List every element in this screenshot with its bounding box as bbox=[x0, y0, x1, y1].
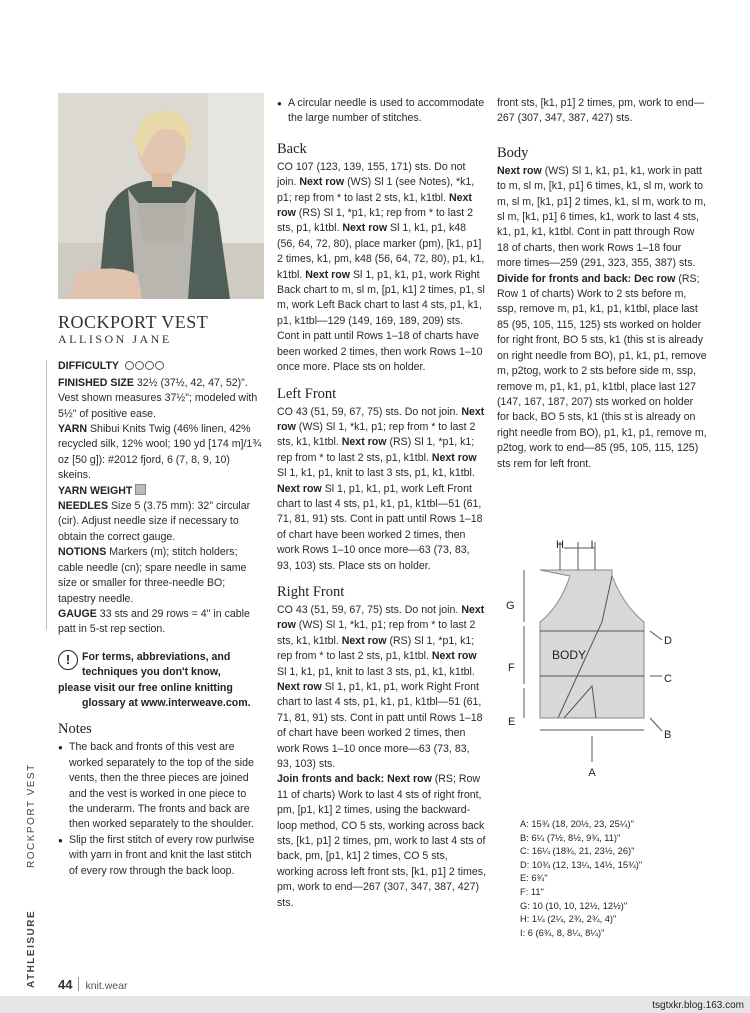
right-front-heading: Right Front bbox=[277, 583, 345, 600]
terms-line1: For terms, abbreviations, and bbox=[82, 650, 231, 663]
finished-size bbox=[58, 376, 263, 422]
yarn-weight-icon bbox=[135, 484, 146, 495]
note-text: A circular needle is used to accommodate the large number of stitches. bbox=[288, 97, 485, 125]
back-heading: Back bbox=[277, 140, 307, 157]
dim-g-label: G bbox=[506, 600, 515, 612]
difficulty-label: DIFFICULTY bbox=[58, 360, 120, 373]
sidebar-label-section: ATHLEISURE bbox=[26, 909, 37, 988]
dim-c-label: C bbox=[664, 673, 672, 685]
designer-name: ALLISON JANE bbox=[58, 332, 172, 346]
measure-h: H: 1¼ (2¼, 2¾, 2¾, 4)" bbox=[520, 914, 617, 925]
yarn bbox=[58, 422, 263, 484]
notions bbox=[58, 545, 263, 607]
dim-f-label: F bbox=[508, 662, 515, 674]
finished-size-text: 32½ (37½, 42, 47, 52)". Vest shown measures 37½"; modeled with 5½" of positive ease. bbox=[58, 376, 258, 420]
continued-text: front sts, [k1, p1] 2 times, pm, work to end—267 (307, 347, 387, 427) sts. bbox=[497, 97, 705, 125]
note-item bbox=[58, 740, 263, 832]
pattern-title: ROCKPORT VEST bbox=[58, 312, 209, 332]
info-exclamation-icon: ! bbox=[58, 650, 78, 670]
footer-divider bbox=[78, 977, 79, 991]
difficulty-rating-icon bbox=[125, 360, 165, 375]
dim-b-label: B bbox=[664, 729, 672, 741]
terms-callout bbox=[58, 650, 263, 712]
gauge-text: 33 sts and 29 rows = 4" in cable patt in 5-st rep section. bbox=[58, 607, 250, 636]
measure-a: A: 15¾ (18, 20½, 23, 25¼)" bbox=[520, 819, 634, 829]
measure-c: C: 16¼ (18¾, 21, 23½, 26)" bbox=[520, 846, 635, 857]
measure-f: F: 11" bbox=[520, 886, 544, 897]
dim-e-label: E bbox=[508, 716, 516, 728]
difficulty-row bbox=[58, 359, 263, 375]
left-front-heading: Left Front bbox=[277, 385, 337, 402]
yarn-text: Shibui Knits Twig (46% linen, 42% recycled silk, 12% wool; 190 yd [174 m]/1¾ oz [50 g]): #2012 fjord, 6 (7, 8, 9, 10) skeins. bbox=[58, 423, 262, 482]
measure-g: G: 10 (10, 10, 12½, 12½)" bbox=[520, 900, 628, 911]
dim-a-label: A bbox=[588, 767, 596, 779]
column-middle bbox=[277, 96, 487, 909]
column-left bbox=[58, 312, 263, 879]
notes-heading: Notes bbox=[58, 721, 92, 738]
dim-h-label: H bbox=[556, 539, 564, 551]
note-text: The back and fronts of this vest are worked separately to the top of the side vents, then the three pieces are joined and the vest is worked in one piece to the underarm. The fronts and back are then worked separately to the shoulder. bbox=[69, 741, 254, 831]
back-instructions: CO 107 (123, 139, 155, 171) sts. Do not join. Next row (WS) Sl 1 (see Notes), *k1, p1; rep from * to last 2 sts, k1, k1tbl. Next row (RS) Sl 1, *p1, k1; rep from * to last 2 sts, p1, k1tbl. Next row Sl 1, k1, p1, k48 (56, 64, 72, 80), place marker (pm), [k1, p1] 2 times, k1, pm, k48 (56, 64, 72, 80), p1, k1, k1tbl. Next row Sl 1, p1, k1, p1, work Right Back chart to m, sl m, [p1, k1] 2 times, p1, sl m, work Left Back chart to last 4 sts, p1, k1, p1, k1tbl—129 (149, 169, 189, 209) sts. Cont in patt until Rows 1–18 of charts have been worked 2 times, then work Rows 1–10 once more. Place sts on holder. bbox=[277, 160, 485, 374]
measure-d: D: 10¾ (12, 13¼, 14½, 15¾)" bbox=[520, 859, 643, 870]
finished-size-label: FINISHED SIZE bbox=[58, 376, 134, 389]
watermark: tsgtxkr.blog.163.com bbox=[652, 1000, 744, 1011]
divide-instructions: Divide for fronts and back: Dec row (RS; Row 1 of charts) Work to 2 sts before m, ssp, remove m, p1, k1, p1, k1tbl, place last 85 (95, 105, 115, 125) sts worked on holder for right front, BO 5 sts, k1 (this st is already on right needle from BO), p1, k1, p1, remove m, p2tog, work to 2 sts before side m, ssp, remove m, p1, k1, p1, k1tbl, place last 127 (147, 167, 187, 207) sts worked on holder for back, BO 5 sts, k1 (this st is already on right needle from BO), p1, k1, p1, remove m, p2tog, work to end—85 (95, 105, 115, 125) sts rem for left front. bbox=[497, 272, 707, 470]
measure-i: I: 6 (6¾, 8, 8¼, 8¼)" bbox=[520, 927, 605, 938]
dim-d-label: D bbox=[664, 635, 672, 647]
gauge bbox=[58, 607, 263, 638]
bullet-icon: ● bbox=[58, 835, 63, 845]
needles-text: Size 5 (3.75 mm): 32" circular (cir). Adjust needle size if necessary to obtain the correct gauge. bbox=[58, 500, 251, 543]
measurements-list bbox=[520, 818, 642, 940]
body-heading: Body bbox=[497, 144, 529, 161]
yarn-weight bbox=[58, 484, 263, 499]
bullet-icon: ● bbox=[58, 743, 63, 753]
body-instructions: Next row (WS) Sl 1, k1, p1, k1, work in patt to m, sl m, [k1, p1] 6 times, k1, sl m, work to m, sl m, [k1, p1] 2 times, k1, sl m, work to m, sl m, [k1, p1] 6 times, k1, work to last 4 sts, k1, p1, k1, k1tbl. Cont in patt through Row 18 of charts, then work Rows 1–18 four more times—259 (291, 323, 355, 387) sts. bbox=[497, 164, 706, 270]
yarn-label: YARN bbox=[58, 423, 88, 436]
bottom-bar bbox=[0, 996, 750, 1013]
magazine-name: knit.wear bbox=[85, 980, 128, 992]
measure-e: E: 6¾" bbox=[520, 873, 548, 884]
measure-b: B: 6¼ (7½, 8½, 9¾, 11)" bbox=[520, 832, 621, 843]
gauge-label: GAUGE bbox=[58, 607, 97, 620]
sidebar-label-pattern: ROCKPORT VEST bbox=[26, 763, 37, 868]
terms-line2: techniques you don't know, bbox=[82, 666, 221, 679]
note-item bbox=[277, 96, 487, 127]
model-photo bbox=[58, 93, 264, 299]
left-front-instructions: CO 43 (51, 59, 67, 75) sts. Do not join. Next row (WS) Sl 1, *k1, p1; rep from * to last 2 sts, k1, k1tbl. Next row (RS) Sl 1, *p1, k1; rep from * to last 2 sts, p1, k1tbl. Next row Sl 1, k1, p1, knit to last 3 sts, p1, k1, k1tbl. Next row Sl 1, p1, k1, p1, work Left Front chart to last 4 sts, p1, k1, p1, k1tbl—51 (61, 71, 81, 91) sts. Cont in patt until Rows 1–18 of chart have been worked 2 times, then work Rows 1–10 once more—63 (73, 83, 93, 103) sts. Place sts on holder. bbox=[277, 405, 485, 572]
vest-schematic bbox=[500, 536, 700, 781]
right-front-instructions: CO 43 (51, 59, 67, 75) sts. Do not join. Next row (WS) Sl 1, *k1, p1; rep from * to last 2 sts, k1, k1tbl. Next row (RS) Sl 1, *p1, k1; rep from * to last 2 sts, p1, k1tbl. Next row Sl 1, k1, p1, knit to last 3 sts, p1, k1, k1tbl. Next row Sl 1, p1, k1, p1, work Right Front chart to last 4 sts, p1, k1, p1, k1tbl—51 (61, 71, 81, 91) sts. Cont in patt until Rows 1–18 of chart have been worked 2 times, then work Rows 1–10 once more—63 (73, 83, 93, 103) sts. Join fronts and back: Next row (RS; Row 11 of charts) Work to last 4 sts of right front, pm, [p1, k1] 2 times, using the backward-loop method, CO 5 sts, working across back sts, [k1, p1] 2 times, pm, work to last 4 sts of back, pm, [p1, k1] 2 times, CO 5 sts, working across left front sts, [k1, p1] 2 times, pm, work to end—267 (307, 347, 387, 427) sts. bbox=[277, 603, 487, 909]
bullet-icon: ● bbox=[277, 99, 282, 108]
yarn-weight-label: YARN WEIGHT bbox=[58, 484, 133, 497]
notions-label: NOTIONS bbox=[58, 546, 107, 559]
notions-text: Markers (m); stitch holders; cable needle (cn); spare needle in same size or smaller for three-needle BO; tapestry needle. bbox=[58, 546, 247, 605]
note-item bbox=[58, 833, 263, 879]
page-number: 44 bbox=[58, 977, 73, 992]
body-piece-label: BODY bbox=[552, 648, 587, 662]
column-right bbox=[497, 96, 707, 472]
page-footer bbox=[58, 977, 127, 992]
note-text: Slip the first stitch of every row purlwise with yarn in front and knit the last stitch of every row through the back loop. bbox=[69, 833, 255, 877]
sidebar-divider bbox=[46, 360, 47, 630]
dim-i-label: I bbox=[590, 539, 594, 551]
needles bbox=[58, 499, 263, 545]
sidebar-tab bbox=[26, 360, 40, 988]
terms-link-text[interactable]: please visit our free online knitting glossary at www.interweave.com. bbox=[58, 681, 251, 709]
needles-label: NEEDLES bbox=[58, 500, 109, 513]
